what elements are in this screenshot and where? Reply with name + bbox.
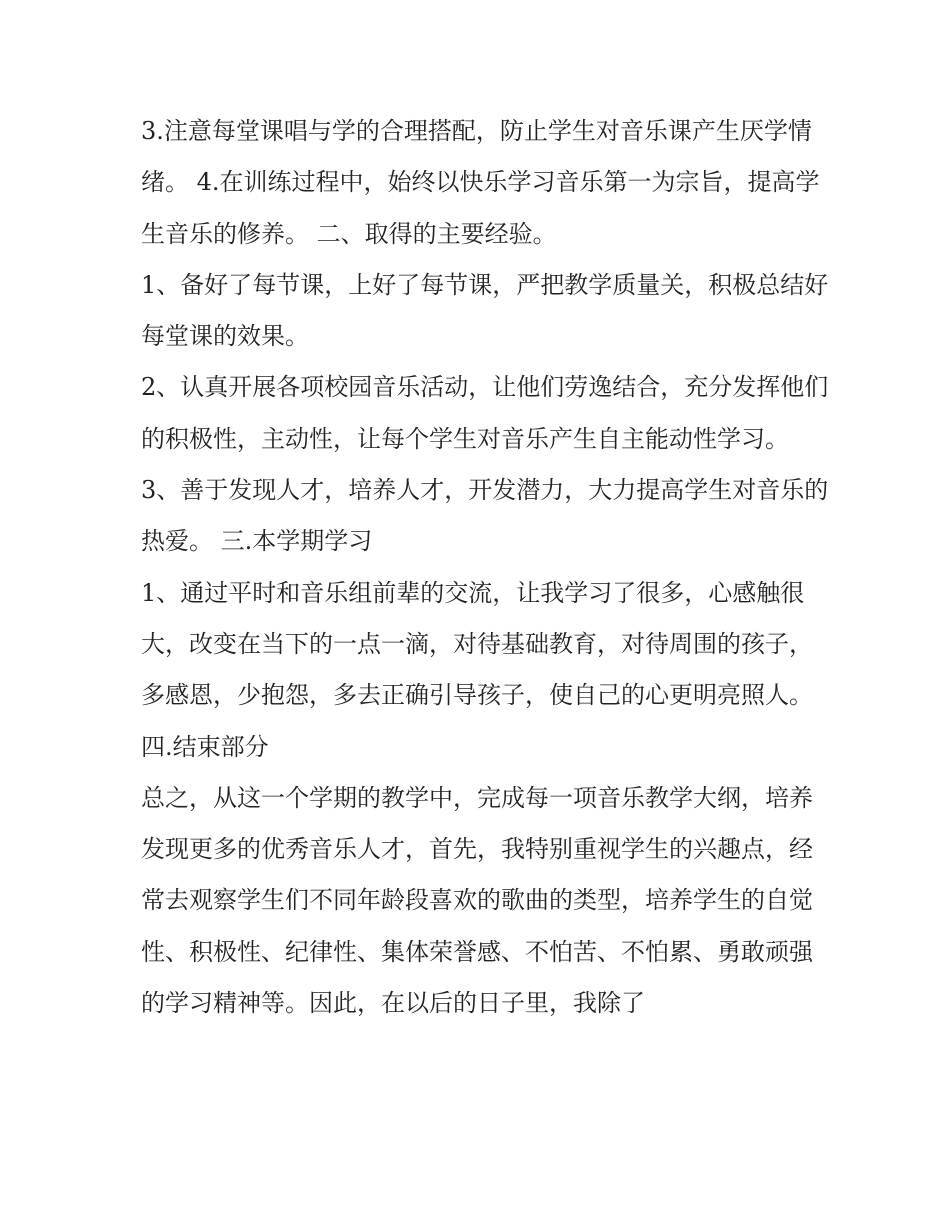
document-body (141, 106, 831, 1029)
paragraph-7: 总之，从这一个学期的教学中，完成每一项音乐教学大纲，培养发现更多的优秀音乐人才，首先，我特别重视学生的兴趣点，经常去观察学生们不同年龄段喜欢的歌曲的类型，培养学生的自觉性、积极性、纪律性、集体荣誉感、不怕苦、不怕累、勇敢顽强的学习精神等。因此，在以后的日子里，我除了 (141, 783, 813, 1018)
paragraph-2: 1、备好了每节课，上好了每节课，严把教学质量关，积极总结好每堂课的效果。 (141, 270, 829, 351)
paragraph-1: 3.注意每堂课唱与学的合理搭配，防止学生对音乐课产生厌学情绪。 4.在训练过程中，始终以快乐学习音乐第一为宗旨，提高学生音乐的修养。 二、取得的主要经验。 (141, 117, 820, 248)
paragraph-3: 2、认真开展各项校园音乐活动，让他们劳逸结合，充分发挥他们的积极性，主动性，让每个学生对音乐产生自主能动性学习。 (141, 373, 829, 453)
paragraph-4: 3、善于发现人才，培养人才，开发潜力，大力提高学生对音乐的热爱。 三.本学期学习 (141, 476, 829, 556)
paragraph-5: 1、通过平时和音乐组前辈的交流，让我学习了很多，心感触很大，改变在当下的一点一滴，对待基础教育，对待周围的孩子，多感恩，少抱怨，多去正确引导孩子，使自己的心更明亮照人。 (141, 578, 813, 710)
section-heading-conclusion: 四.结束部分 (141, 732, 269, 761)
